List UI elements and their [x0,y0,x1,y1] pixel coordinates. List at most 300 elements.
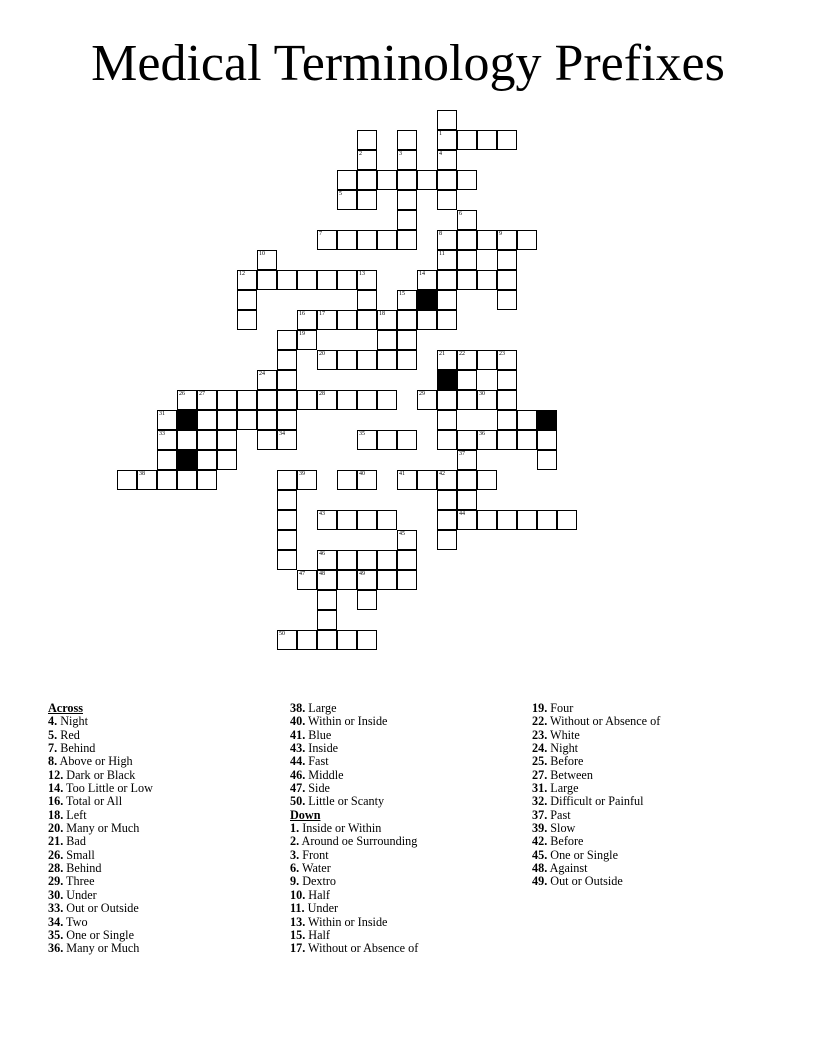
grid-cell[interactable] [337,270,357,290]
grid-cell[interactable] [277,410,297,430]
grid-cell[interactable] [277,330,297,350]
grid-cell[interactable] [317,550,337,570]
cell-number: 43 [319,511,325,517]
grid-cell[interactable] [357,390,377,410]
cell-number: 32 [539,411,545,417]
grid-cell[interactable] [477,130,497,150]
clue-across [48,835,153,848]
grid-cell[interactable] [217,410,237,430]
cell-number: 50 [279,631,285,637]
cell-number: 1 [439,131,442,137]
grid-cell[interactable] [457,130,477,150]
grid-cell[interactable] [357,270,377,290]
grid-cell[interactable] [517,430,537,450]
cell-number: 5 [339,191,342,197]
grid-cell[interactable] [277,490,297,510]
clue-across [290,702,418,715]
grid-cell[interactable] [417,310,437,330]
page-title: Medical Terminology Prefixes [91,35,725,92]
grid-cell[interactable] [437,490,457,510]
clue-text: Half [305,927,330,942]
cell-number: 18 [379,311,385,317]
grid-cell[interactable] [437,350,457,370]
clue-number: 47. [290,781,306,796]
grid-cell[interactable] [357,170,377,190]
grid-cell[interactable] [497,130,517,150]
cell-number: 7 [319,231,322,237]
grid-cell[interactable] [217,430,237,450]
grid-cell[interactable] [397,190,417,210]
grid-cell[interactable] [497,250,517,270]
cell-number: 42 [439,471,445,477]
grid-cell[interactable] [357,350,377,370]
cell-number: 37 [459,451,465,457]
clue-across [290,729,418,742]
grid-cell[interactable] [197,450,217,470]
grid-cell[interactable] [157,450,177,470]
grid-cell[interactable] [537,430,557,450]
grid-cell[interactable] [437,470,457,490]
clue-down [290,822,418,835]
clue-text: Four [547,701,574,715]
grid-cell[interactable] [497,230,517,250]
grid-cell[interactable] [437,430,457,450]
clue-down [290,835,418,848]
grid-cell[interactable] [537,450,557,470]
grid-cell[interactable] [157,470,177,490]
clue-number: 31. [532,781,548,796]
cell-number: 44 [459,511,465,517]
cell-number: 4 [439,151,442,157]
clue-text: Too Little or Low [63,781,153,796]
cell-number: 8 [439,231,442,237]
clue-across [48,742,153,755]
grid-cell[interactable] [417,470,437,490]
cell-number: 47 [299,571,305,577]
clue-down [532,809,660,822]
cell-number: 49 [359,571,365,577]
clue-text: One or Single [547,847,618,862]
cell-number: 3 [399,151,402,157]
clue-number: 43. [290,741,306,756]
grid-cell[interactable] [477,270,497,290]
clue-down [532,849,660,862]
grid-cell[interactable] [437,530,457,550]
cell-number: 30 [479,391,485,397]
grid-cell[interactable] [377,170,397,190]
clue-text: Against [547,861,588,876]
clue-down [290,875,418,888]
grid-cell[interactable] [197,470,217,490]
cell-number: 12 [239,271,245,277]
clue-number: 40. [290,714,306,729]
grid-cell[interactable] [417,170,437,190]
clue-text: Without or Absence of [305,941,419,956]
grid-cell[interactable] [297,630,317,650]
clue-number: 46. [290,767,306,782]
grid-cell[interactable] [117,470,137,490]
grid-cell[interactable] [477,390,497,410]
grid-cell[interactable] [337,390,357,410]
grid-cell[interactable] [317,510,337,530]
clue-number: 17. [290,941,306,956]
grid-cell[interactable] [437,290,457,310]
grid-cell[interactable] [317,350,337,370]
clue-down [532,862,660,875]
grid-cell[interactable] [317,590,337,610]
cell-number: 41 [399,471,405,477]
clue-number: 37. [532,807,548,822]
grid-cell[interactable] [397,230,417,250]
grid-cell[interactable] [297,570,317,590]
grid-cell[interactable] [377,310,397,330]
clue-number: 35. [48,927,64,942]
grid-cell[interactable] [337,570,357,590]
grid-cell[interactable] [397,350,417,370]
grid-cell[interactable] [257,410,277,430]
grid-cell[interactable] [337,230,357,250]
grid-cell[interactable] [197,430,217,450]
grid-cell[interactable] [477,510,497,530]
grid-cell[interactable] [317,570,337,590]
cell-number: 15 [399,291,405,297]
grid-cell[interactable] [357,510,377,530]
grid-cell[interactable] [277,530,297,550]
grid-cell[interactable] [277,370,297,390]
clue-text: Side [305,781,330,796]
grid-cell[interactable] [317,610,337,630]
grid-cell[interactable] [317,270,337,290]
clue-number: 21. [48,834,64,849]
grid-cell[interactable] [357,190,377,210]
grid-cell[interactable] [397,470,417,490]
grid-cell[interactable] [297,270,317,290]
clue-number: 20. [48,821,64,836]
clue-across [48,889,153,902]
grid-cell[interactable] [357,290,377,310]
grid-cell[interactable] [157,410,177,430]
grid-cell[interactable] [237,290,257,310]
grid-cell[interactable] [437,510,457,530]
clue-across [48,822,153,835]
grid-cell[interactable] [277,390,297,410]
clue-text: Under [63,887,97,902]
grid-cell[interactable] [377,330,397,350]
grid-cell[interactable] [377,430,397,450]
grid-cell[interactable] [397,430,417,450]
grid-cell[interactable] [277,510,297,530]
grid-cell[interactable] [377,550,397,570]
grid-cell[interactable] [257,370,277,390]
grid-cell[interactable] [457,210,477,230]
grid-cell[interactable] [437,230,457,250]
grid-cell[interactable] [317,310,337,330]
clue-text: Before [547,754,584,769]
across-heading: Across [48,701,83,715]
clue-number: 27. [532,767,548,782]
grid-cell[interactable] [237,270,257,290]
clue-text: Around oe Surrounding [299,834,418,849]
grid-cell[interactable] [257,270,277,290]
grid-cell[interactable] [357,550,377,570]
grid-cell[interactable] [397,210,417,230]
grid-cell[interactable] [377,570,397,590]
clue-number: 39. [532,821,548,836]
grid-cell[interactable] [437,410,457,430]
grid-cell[interactable] [317,630,337,650]
grid-cell[interactable] [437,190,457,210]
grid-cell[interactable] [497,370,517,390]
grid-cell[interactable] [277,630,297,650]
cell-number: 20 [319,351,325,357]
grid-cell[interactable] [397,570,417,590]
clue-number: 49. [532,874,548,889]
grid-cell[interactable] [237,410,257,430]
grid-cell[interactable] [417,270,437,290]
grid-cell[interactable] [457,470,477,490]
clue-text: Night [57,714,88,729]
grid-block [537,410,557,430]
grid-cell[interactable] [177,390,197,410]
grid-block [417,290,437,310]
clue-number: 32. [532,794,548,809]
clue-down [532,782,660,795]
clue-number: 50. [290,794,306,809]
grid-cell[interactable] [477,350,497,370]
grid-cell[interactable] [197,410,217,430]
clue-text: Large [305,701,337,715]
grid-cell[interactable] [317,230,337,250]
grid-cell[interactable] [477,470,497,490]
grid-cell[interactable] [317,390,337,410]
cell-number: 38 [139,471,145,477]
clue-across [48,929,153,942]
grid-cell[interactable] [557,510,577,530]
grid-cell[interactable] [217,450,237,470]
clue-number: 25. [532,754,548,769]
clue-number: 45. [532,847,548,862]
clue-text: Half [305,887,330,902]
grid-cell[interactable] [157,430,177,450]
grid-cell[interactable] [357,310,377,330]
grid-cell[interactable] [397,550,417,570]
grid-cell[interactable] [437,310,457,330]
clue-down [290,942,418,955]
grid-cell[interactable] [497,390,517,410]
grid-cell[interactable] [357,150,377,170]
grid-cell[interactable] [417,390,437,410]
cell-number: 34 [279,431,285,437]
grid-cell[interactable] [217,390,237,410]
clue-number: 26. [48,847,64,862]
grid-cell[interactable] [397,170,417,190]
clue-text: Inside or Within [299,821,382,836]
grid-cell[interactable] [517,230,537,250]
grid-cell[interactable] [357,590,377,610]
grid-cell[interactable] [397,150,417,170]
clue-text: White [547,727,580,742]
cell-number: 26 [179,391,185,397]
grid-cell[interactable] [457,170,477,190]
grid-cell[interactable] [477,230,497,250]
grid-cell[interactable] [457,510,477,530]
clue-across [48,902,153,915]
grid-cell[interactable] [437,270,457,290]
cell-number: 29 [419,391,425,397]
grid-cell[interactable] [297,470,317,490]
grid-cell[interactable] [397,130,417,150]
grid-cell[interactable] [437,150,457,170]
grid-cell[interactable] [337,630,357,650]
grid-cell[interactable] [457,370,477,390]
clue-text: Slow [547,821,576,836]
grid-cell[interactable] [277,270,297,290]
clue-number: 6. [290,861,300,876]
clue-text: Dark or Black [63,767,136,782]
grid-cell[interactable] [537,510,557,530]
grid-cell[interactable] [397,530,417,550]
clue-text: Inside [305,741,339,756]
clue-text: One or Single [63,927,134,942]
clue-text: Two [63,914,88,929]
grid-cell[interactable] [457,350,477,370]
grid-cell[interactable] [357,430,377,450]
grid-cell[interactable] [337,350,357,370]
grid-cell[interactable] [337,170,357,190]
grid-cell[interactable] [437,110,457,130]
clue-number: 41. [290,727,306,742]
down-heading: Down [290,807,321,822]
clue-text: Water [299,861,331,876]
grid-cell[interactable] [357,470,377,490]
clue-text: Many or Much [63,941,140,956]
grid-cell[interactable] [237,310,257,330]
grid-cell[interactable] [257,390,277,410]
grid-cell[interactable] [177,470,197,490]
grid-cell[interactable] [377,510,397,530]
grid-cell[interactable] [397,310,417,330]
clue-across [290,795,418,808]
clue-text: Many or Much [63,821,140,836]
clue-text: Within or Inside [305,714,388,729]
grid-cell[interactable] [197,390,217,410]
grid-cell[interactable] [497,510,517,530]
grid-cell[interactable] [497,290,517,310]
clue-down [290,849,418,862]
grid-cell[interactable] [437,130,457,150]
grid-cell[interactable] [337,310,357,330]
grid-cell[interactable] [277,470,297,490]
grid-cell[interactable] [277,550,297,570]
grid-block [177,450,197,470]
grid-cell[interactable] [517,510,537,530]
grid-cell[interactable] [457,490,477,510]
clue-number: 28. [48,861,64,876]
clue-number: 33. [48,901,64,916]
clue-down [532,702,660,715]
clue-number: 9. [290,874,300,889]
clue-text: Bad [63,834,86,849]
grid-cell[interactable] [377,350,397,370]
clue-down [532,769,660,782]
grid-cell[interactable] [137,470,157,490]
grid-cell[interactable] [497,410,517,430]
clue-across [48,782,153,795]
clue-down [290,889,418,902]
clue-text: Between [547,767,593,782]
grid-cell[interactable] [277,430,297,450]
clue-across [290,782,418,795]
clue-across [48,809,153,822]
grid-cell[interactable] [297,390,317,410]
clue-number: 2. [290,834,300,849]
grid-cell[interactable] [517,410,537,430]
clue-down [532,755,660,768]
clue-across [48,795,153,808]
grid-cell[interactable] [177,430,197,450]
clue-across [48,729,153,742]
grid-cell[interactable] [257,250,277,270]
grid-cell[interactable] [377,390,397,410]
grid-cell[interactable] [437,170,457,190]
grid-cell[interactable] [297,310,317,330]
clue-across [48,755,153,768]
grid-cell[interactable] [437,250,457,270]
grid-cell[interactable] [297,330,317,350]
clue-number: 16. [48,794,64,809]
grid-cell[interactable] [457,450,477,470]
clue-number: 48. [532,861,548,876]
clue-down [532,835,660,848]
grid-cell[interactable] [357,230,377,250]
grid-cell[interactable] [497,430,517,450]
clue-text: Dextro [299,874,337,889]
grid-cell[interactable] [457,250,477,270]
grid-cell[interactable] [257,430,277,450]
grid-cell[interactable] [437,390,457,410]
grid-cell[interactable] [237,390,257,410]
grid-cell[interactable] [457,230,477,250]
grid-cell[interactable] [337,510,357,530]
grid-cell[interactable] [397,330,417,350]
clue-number: 10. [290,887,306,902]
grid-cell[interactable] [337,470,357,490]
cell-number: 9 [499,231,502,237]
grid-cell[interactable] [497,350,517,370]
grid-cell[interactable] [497,270,517,290]
grid-cell[interactable] [457,430,477,450]
clue-number: 8. [48,754,58,769]
grid-cell[interactable] [357,130,377,150]
grid-cell[interactable] [357,570,377,590]
grid-cell[interactable] [357,630,377,650]
grid-cell[interactable] [377,230,397,250]
grid-cell[interactable] [397,290,417,310]
clue-number: 1. [290,821,300,836]
grid-cell[interactable] [277,350,297,370]
clue-number: 18. [48,807,64,822]
grid-cell[interactable] [337,550,357,570]
grid-cell[interactable] [457,270,477,290]
clue-across [48,849,153,862]
clue-text: Past [547,807,571,822]
grid-cell[interactable] [477,430,497,450]
clue-text: Left [63,807,87,822]
clue-text: Red [57,727,80,742]
cell-number: 17 [319,311,325,317]
grid-cell[interactable] [457,390,477,410]
grid-cell[interactable] [337,190,357,210]
